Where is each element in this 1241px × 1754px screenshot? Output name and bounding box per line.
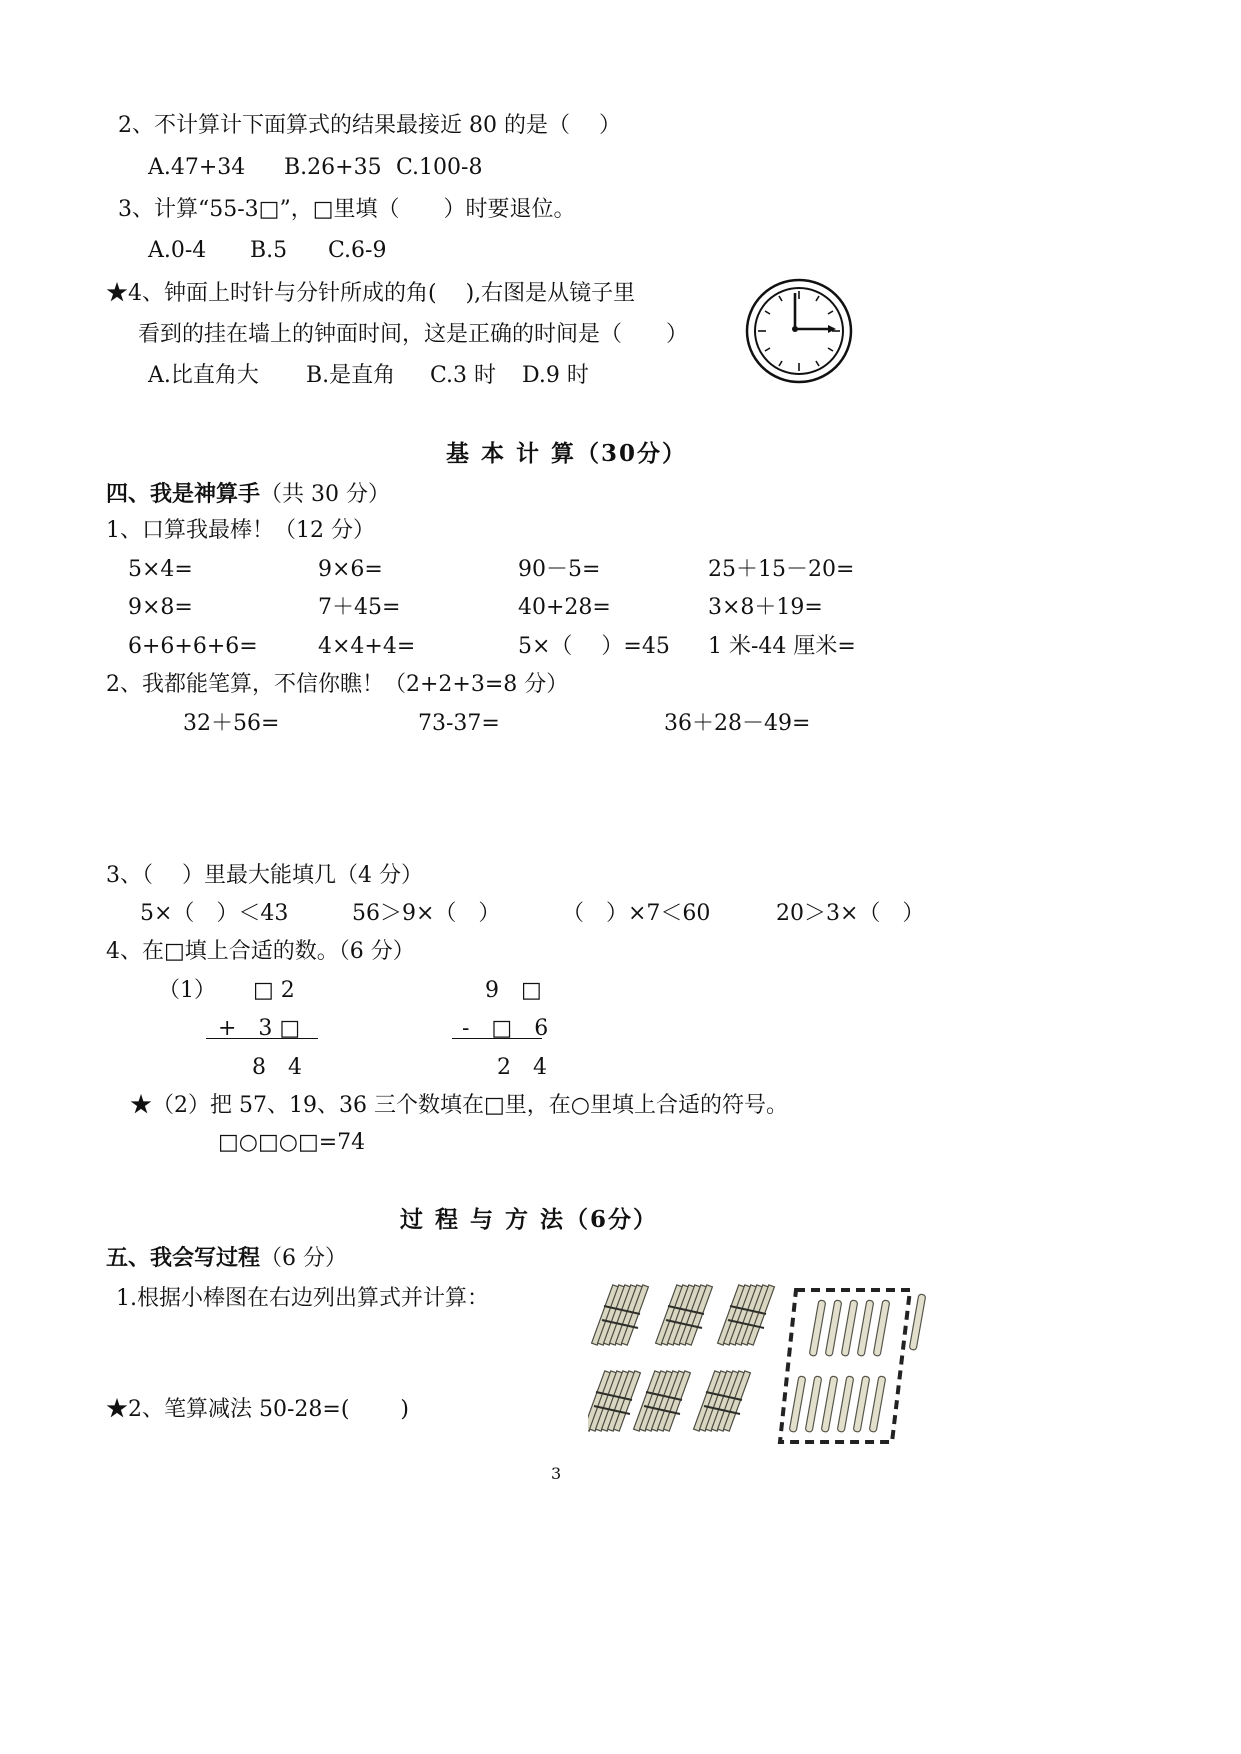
stick-bundles-image: [588, 1274, 930, 1450]
max-fill-item: 56＞9×（ ）: [352, 901, 501, 926]
max-fill-item: （ ）×7＜60: [562, 901, 711, 926]
q2-option-c: C.100-8: [396, 155, 483, 180]
part5-title: [106, 1244, 347, 1273]
q4-stem-line1: ★4、钟面上时针与分针所成的角( ),右图是从镜子里: [106, 281, 636, 306]
oral-calc-item: 1 米-44 厘米=: [708, 634, 856, 659]
part4-title-points: （共 30 分）: [260, 482, 390, 507]
section-heading-basic-calculation: 基 本 计 算（30分）: [446, 440, 688, 467]
q3-option-c: C.6-9: [328, 238, 387, 263]
q4-stem-line2: 看到的挂在墙上的钟面时间，这是正确的时间是（ ）: [138, 322, 689, 347]
oral-calc-item: 6+6+6+6=: [128, 634, 258, 659]
q2-option-b: B.26+35: [284, 155, 382, 180]
q2-stem: 2、不计算计下面算式的结果最接近 80 的是（ ）: [118, 113, 621, 138]
part4-title: [106, 480, 390, 509]
vertical-sub-row2: - □ 6: [462, 1016, 549, 1041]
part4-s2-title: 2、我都能笔算，不信你瞧！（2+2+3=8 分）: [106, 672, 569, 697]
page-number: 3: [551, 1464, 562, 1483]
q4-option-a: A.比直角大: [148, 363, 259, 388]
part5-title-points: （6 分）: [260, 1246, 348, 1271]
part5-q2: ★2、笔算减法 50-28=( ): [106, 1397, 410, 1422]
q2-option-a: A.47+34: [148, 155, 246, 180]
written-calc-item: 36＋28－49=: [664, 711, 811, 736]
vertical-add-row2: + 3 □: [218, 1016, 301, 1041]
oral-calc-item: 40+28=: [518, 595, 611, 620]
part4-s4-p2: ★（2）把 57、19、36 三个数填在□里，在○里填上合适的符号。: [130, 1093, 788, 1118]
part5-q1: 1.根据小棒图在右边列出算式并计算：: [116, 1286, 489, 1311]
q4-option-d: D.9 时: [522, 363, 589, 388]
oral-calc-item: 9×8=: [128, 595, 193, 620]
vertical-sub-line: [452, 1038, 542, 1039]
q3-option-b: B.5: [250, 238, 288, 263]
q4-option-b: B.是直角: [306, 363, 396, 388]
q4-option-c: C.3 时: [430, 363, 497, 388]
oral-calc-item: 5×4=: [128, 557, 193, 582]
oral-calc-item: 4×4+4=: [318, 634, 416, 659]
section-heading-process-method: 过 程 与 方 法（6分）: [400, 1206, 659, 1233]
part4-s4-p2-expression: □○□○□=74: [218, 1130, 366, 1155]
part4-title-bold: 四、我是神算手: [106, 481, 261, 507]
oral-calc-item: 25＋15－20=: [708, 557, 855, 582]
mirror-clock-image: [744, 277, 854, 385]
q3-stem: 3、计算“55-3□”，□里填（ ）时要退位。: [118, 197, 576, 222]
part4-s1-title: 1、口算我最棒！（12 分）: [106, 518, 375, 543]
part4-s3-title: 3、（ ）里最大能填几（4 分）: [106, 863, 423, 888]
max-fill-item: 5×（ ）＜43: [140, 901, 289, 926]
vertical-add-row3: 8 4: [252, 1055, 302, 1080]
written-calc-item: 32＋56=: [183, 711, 280, 736]
max-fill-item: 20＞3×（ ）: [776, 901, 925, 926]
part5-title-bold: 五、我会写过程: [106, 1245, 261, 1271]
part4-s4-title: 4、在□填上合适的数。（6 分）: [106, 939, 415, 964]
vertical-sub-row3: 2 4: [497, 1055, 547, 1080]
q3-option-a: A.0-4: [148, 238, 207, 263]
oral-calc-item: 5×（ ）=45: [518, 634, 670, 659]
vertical-add-line: [206, 1038, 318, 1039]
oral-calc-item: 7＋45=: [318, 595, 401, 620]
vertical-add-row1: □ 2: [253, 978, 295, 1003]
oral-calc-item: 3×8＋19=: [708, 595, 823, 620]
oral-calc-item: 90－5=: [518, 557, 601, 582]
oral-calc-item: 9×6=: [318, 557, 383, 582]
written-calc-item: 73-37=: [418, 711, 500, 736]
part4-s4-p1-label: （1）: [158, 978, 216, 1003]
vertical-sub-row1: 9 □: [485, 978, 542, 1003]
